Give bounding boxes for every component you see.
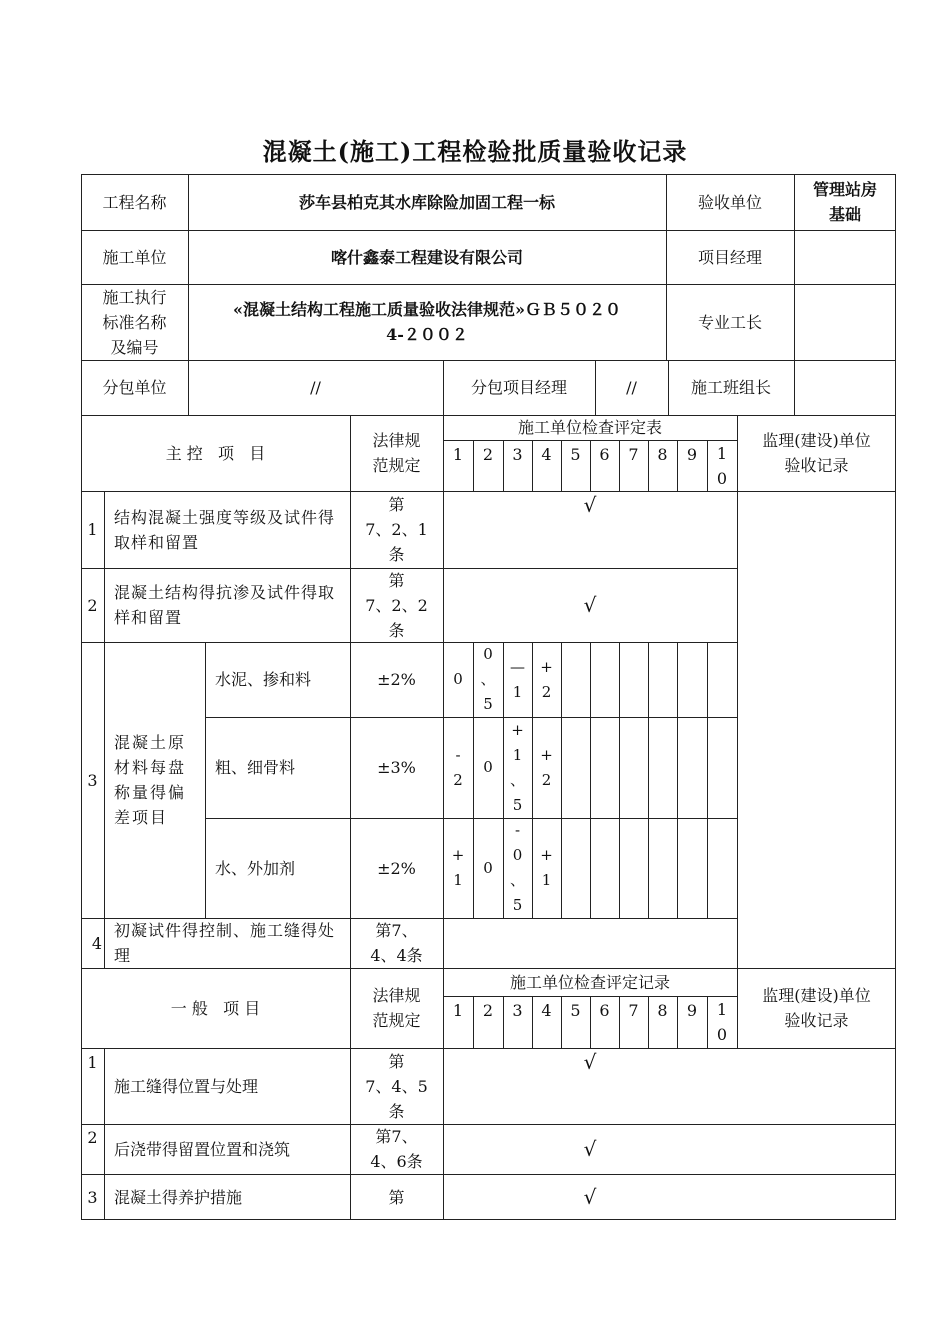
main-row-1-spec: 第 7、2、1 条 <box>365 495 428 564</box>
main-col-7: 7 <box>628 444 639 464</box>
subrow-cement-value-1: 0 <box>453 670 463 688</box>
main-col-10: 1 0 <box>716 443 728 488</box>
general-spec-label: 法律规 范规定 <box>372 986 421 1030</box>
general-col-7: 7 <box>628 1000 639 1020</box>
project-manager-label: 项目经理 <box>697 247 762 267</box>
general-col-8: 8 <box>657 1000 668 1020</box>
general-row-1-spec: 第 7、4、5 条 <box>365 1051 428 1121</box>
team-leader-label: 施工班组长 <box>690 378 771 397</box>
main-row-1-no: 1 <box>87 520 98 539</box>
general-row-1-item: 施工缝得位置与处理 <box>114 1076 259 1096</box>
subrow-cement-spec: ±2% <box>377 670 416 689</box>
construction-unit-label: 施工单位 <box>102 247 167 267</box>
main-supervision-label: 监理(建设)单位 验收记录 <box>762 431 871 475</box>
main-col-2: 2 <box>482 444 494 464</box>
subrow-water-value-4: + 1 <box>540 846 553 889</box>
general-col-5: 5 <box>570 1000 581 1020</box>
general-col-2: 2 <box>482 1000 494 1020</box>
subcontract-unit-label: 分包单位 <box>102 378 167 397</box>
subrow-cement-value-4: + 2 <box>540 657 553 701</box>
acceptance-unit: 管理站房 基础 <box>812 180 877 224</box>
subrow-water-value-1: + 1 <box>451 846 465 889</box>
general-row-3-no: 3 <box>87 1187 98 1207</box>
main-row-4-item: 初凝试件得控制、施工缝得处理 <box>114 921 336 965</box>
subcontract-unit: // <box>310 378 321 397</box>
main-spec-label: 法律规 范规定 <box>372 431 421 475</box>
general-row-2-item: 后浇带得留置位置和浇筑 <box>114 1139 291 1159</box>
main-col-5: 5 <box>570 444 581 464</box>
general-row-2-no: 2 <box>87 1127 98 1147</box>
general-col-6: 6 <box>599 1000 610 1020</box>
subrow-cement-value-3: — 1 <box>510 657 525 701</box>
subcontract-manager-label: 分包项目经理 <box>470 378 567 397</box>
subrow-water-spec: ±2% <box>377 858 416 878</box>
main-col-8: 8 <box>657 444 668 464</box>
subrow-cement-name: 水泥、掺和料 <box>215 670 312 689</box>
main-row-2-check: √ <box>583 592 597 617</box>
main-row-2-spec: 第 7、2、2 条 <box>365 570 428 640</box>
general-row-3-check: √ <box>583 1184 597 1209</box>
subrow-water-value-2: 0 <box>483 858 493 877</box>
main-col-3: 3 <box>512 444 523 464</box>
main-col-4: 4 <box>541 444 552 464</box>
general-col-3: 3 <box>512 1000 523 1020</box>
general-row-1-check: √ <box>583 1049 597 1074</box>
subrow-aggregate-value-3: + 1 、 5 <box>509 720 525 814</box>
acceptance-unit-label: 验收单位 <box>697 192 762 212</box>
project-name: 莎车县柏克其水库除险加固工程一标 <box>298 192 555 212</box>
main-col-6: 6 <box>599 444 610 464</box>
main-row-4-spec: 第7、 4、4条 <box>370 921 423 965</box>
general-row-3-spec: 第 <box>388 1187 405 1207</box>
subrow-aggregate-value-1: - 2 <box>453 745 463 789</box>
main-row-2-no: 2 <box>87 595 98 615</box>
general-col-1: 1 <box>452 1000 464 1020</box>
page-title: 混凝土(施工)工程检验批质量验收记录 <box>262 137 688 166</box>
standard-label: 施工执行 标准名称 及编号 <box>102 287 167 357</box>
subcontract-manager: // <box>626 378 637 397</box>
subrow-aggregate-value-2: 0 <box>483 758 493 776</box>
subrow-water-value-3: - 0 、 5 <box>509 821 525 914</box>
general-row-2-check: √ <box>583 1136 597 1161</box>
general-label: 一 般 项 目 <box>170 998 261 1018</box>
general-row-1-no: 1 <box>87 1052 98 1072</box>
foreman-label: 专业工长 <box>697 312 762 332</box>
main-row-1-item: 结构混凝土强度等级及试件得取样和留置 <box>114 507 336 552</box>
general-check-table-label: 施工单位检查评定记录 <box>509 972 670 992</box>
general-row-2-spec: 第7、 4、6条 <box>370 1127 423 1171</box>
main-row-2-item: 混凝土结构得抗渗及试件得取样和留置 <box>114 583 336 627</box>
subrow-cement-value-2: 0 、 5 <box>480 645 496 713</box>
subrow-aggregate-name: 粗、细骨料 <box>215 758 296 777</box>
construction-unit: 喀什鑫泰工程建设有限公司 <box>330 247 523 267</box>
general-supervision-label: 监理(建设)单位 验收记录 <box>762 986 871 1030</box>
subrow-aggregate-value-4: + 2 <box>540 745 553 789</box>
subrow-water-name: 水、外加剂 <box>215 858 296 878</box>
subrow-aggregate-spec: ±3% <box>377 758 416 777</box>
standard-name: «混凝土结构工程施工质量验收法律规范»ＧＢ５０２０ 4-２００２ <box>232 300 621 344</box>
general-col-10: 1 0 <box>716 1000 728 1044</box>
main-row-3-label: 混凝土原 材料每盘 称量得偏 差项目 <box>114 733 187 827</box>
main-row-3-no: 3 <box>87 770 98 790</box>
main-check-table-label: 施工单位检查评定表 <box>517 418 662 437</box>
main-control-label: 主 控 项 目 <box>165 443 266 463</box>
main-col-1: 1 <box>452 444 464 464</box>
main-col-9: 9 <box>686 444 698 464</box>
general-col-4: 4 <box>541 1000 552 1020</box>
general-row-3-item: 混凝土得养护措施 <box>114 1187 243 1207</box>
main-row-4-no: 4 <box>91 933 102 953</box>
general-col-9: 9 <box>686 1000 698 1020</box>
main-row-1-check: √ <box>583 492 597 517</box>
project-name-label: 工程名称 <box>102 192 167 212</box>
